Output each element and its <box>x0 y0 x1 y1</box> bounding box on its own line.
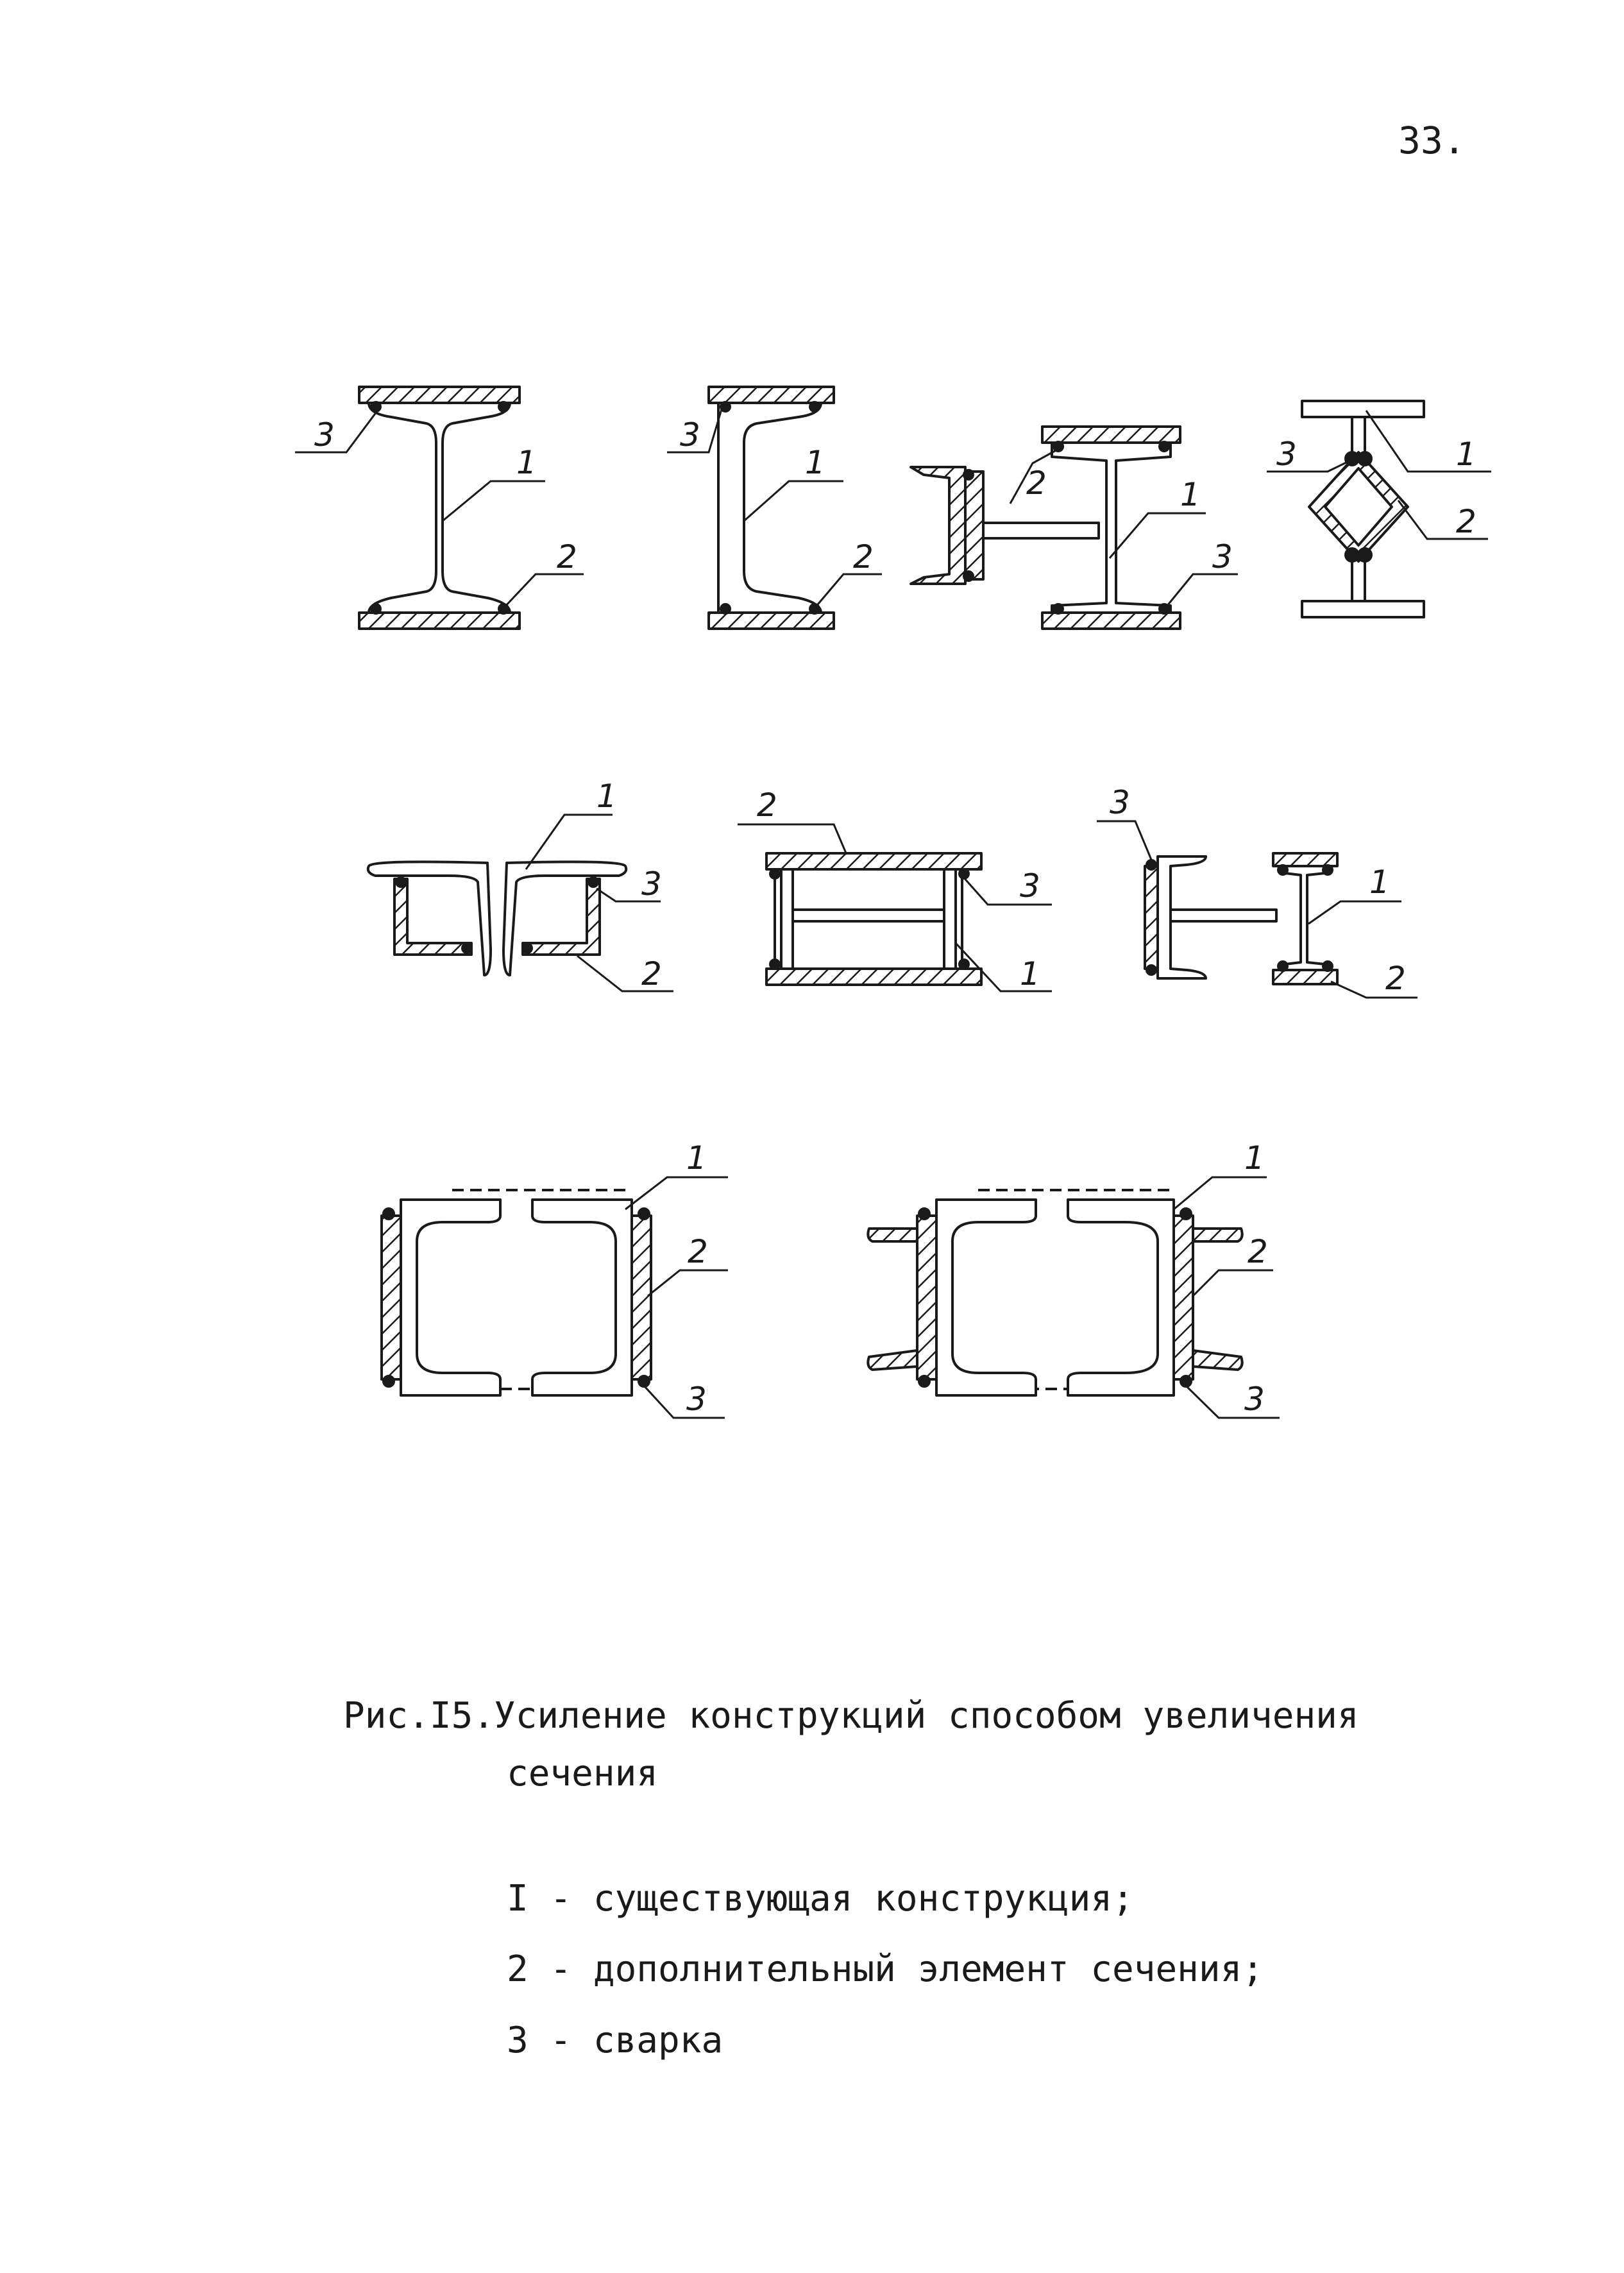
leader-line <box>625 1177 728 1209</box>
legend-number: I <box>507 1878 529 1920</box>
leader-line <box>1174 1177 1267 1209</box>
callout-1: 1 <box>1180 476 1201 513</box>
legend-number: 2 <box>507 1948 529 1991</box>
section-angles-boxes <box>368 778 673 992</box>
legend-text: дополнительный элемент сечения; <box>593 1948 1264 1991</box>
callout-3: 3 <box>686 1381 707 1418</box>
weld-mark <box>720 604 731 614</box>
legend-text: существующая конструкция; <box>593 1878 1134 1920</box>
legend-item <box>507 2005 1264 2076</box>
legend <box>507 1864 1264 2076</box>
legend-item <box>507 1864 1264 1934</box>
callout-2: 2 <box>688 1233 708 1270</box>
leader-line <box>1164 574 1238 609</box>
legend-dash: - <box>550 2019 572 2061</box>
weld-mark <box>1053 604 1063 614</box>
weld-mark <box>396 877 406 887</box>
callout-2: 2 <box>1456 503 1476 540</box>
leader-line <box>644 1386 725 1418</box>
weld-mark <box>963 470 974 480</box>
leader-line <box>295 409 378 452</box>
section-channel-plates <box>667 387 882 629</box>
callout-3: 3 <box>1020 867 1040 905</box>
section-beam-channel-joint <box>1097 784 1417 998</box>
callout-3: 3 <box>1276 436 1297 473</box>
callout-1: 1 <box>805 444 825 481</box>
legend-item <box>507 1934 1264 2005</box>
leader-line <box>503 574 584 608</box>
callout-1: 1 <box>596 778 617 815</box>
section-ibeam-channel <box>911 427 1238 629</box>
callout-2: 2 <box>557 538 577 575</box>
callout-1: 1 <box>686 1139 707 1177</box>
weld-mark <box>383 1208 394 1220</box>
weld-mark <box>918 1375 930 1387</box>
callout-3: 3 <box>680 416 700 454</box>
figure-number: Рис.I5. <box>343 1695 495 1737</box>
weld-mark <box>809 402 820 412</box>
callout-3: 3 <box>641 865 662 903</box>
leader-line <box>738 824 847 855</box>
weld-mark <box>1278 961 1288 971</box>
leader-line <box>648 1270 728 1296</box>
leader-line <box>443 481 545 521</box>
weld-mark <box>1180 1375 1192 1387</box>
weld-mark <box>371 604 381 614</box>
weld-mark <box>371 402 381 412</box>
callout-2: 2 <box>853 538 874 575</box>
weld-mark <box>1159 441 1169 452</box>
leader-line <box>744 481 843 521</box>
leader-line <box>1193 1270 1273 1296</box>
weld-mark <box>1358 452 1372 466</box>
weld-mark <box>1146 860 1156 870</box>
weld-mark <box>638 1208 650 1220</box>
callout-2: 2 <box>1248 1233 1268 1270</box>
weld-mark <box>522 943 532 953</box>
callout-1: 1 <box>1456 436 1476 473</box>
callout-2: 2 <box>1026 464 1047 502</box>
weld-mark <box>588 877 598 887</box>
legend-number: 3 <box>507 2019 529 2061</box>
page-number: 33. <box>1398 119 1466 162</box>
figure-title-continued: сечения <box>507 1752 659 1794</box>
weld-mark <box>498 402 509 412</box>
weld-mark <box>1146 965 1156 975</box>
callout-1: 1 <box>1369 864 1390 901</box>
weld-mark <box>462 943 472 953</box>
weld-mark <box>963 571 974 581</box>
leader-line <box>1186 1386 1280 1418</box>
legend-dash: - <box>550 1948 572 1991</box>
leader-line <box>1308 901 1401 924</box>
section-ibeam-plates <box>295 387 584 629</box>
weld-mark <box>918 1208 930 1220</box>
figure-title: Усиление конструкций способом увеличения <box>494 1695 1359 1737</box>
callout-3: 3 <box>314 416 335 454</box>
weld-mark <box>1278 865 1288 875</box>
callout-3: 3 <box>1110 784 1130 821</box>
weld-mark <box>1180 1208 1192 1220</box>
callout-2: 2 <box>757 787 777 824</box>
callout-2: 2 <box>1385 960 1406 997</box>
section-twin-beams <box>738 787 1052 992</box>
figure-caption <box>343 1687 1434 1802</box>
weld-mark <box>1345 452 1359 466</box>
callout-1: 1 <box>1244 1139 1265 1177</box>
weld-mark <box>1345 548 1359 562</box>
leader-line <box>1097 821 1151 860</box>
section-channels-side-plates <box>382 1139 728 1418</box>
weld-mark <box>1358 548 1372 562</box>
callout-3: 3 <box>1244 1381 1265 1418</box>
legend-dash: - <box>550 1878 572 1920</box>
section-channels-outriggers <box>868 1139 1280 1418</box>
callout-2: 2 <box>641 955 662 992</box>
callout-1: 1 <box>1020 955 1040 992</box>
callout-3: 3 <box>1212 538 1233 575</box>
section-ibeam-rhombus <box>1267 401 1491 617</box>
weld-mark <box>1323 961 1333 971</box>
weld-mark <box>959 959 969 969</box>
leader-line <box>1110 513 1206 558</box>
weld-mark <box>770 869 780 879</box>
callout-1: 1 <box>516 444 537 481</box>
weld-mark <box>770 959 780 969</box>
legend-text: сварка <box>593 2019 723 2061</box>
weld-mark <box>1323 865 1333 875</box>
leader-line <box>815 574 882 608</box>
weld-mark <box>383 1375 394 1387</box>
weld-mark <box>638 1375 650 1387</box>
